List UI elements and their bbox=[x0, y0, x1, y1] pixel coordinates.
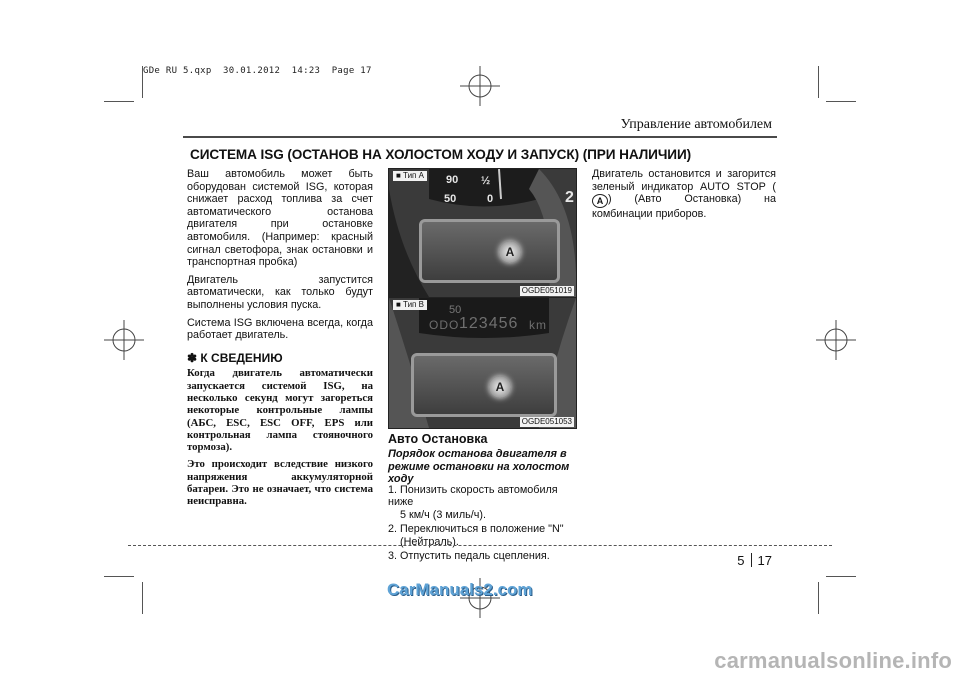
figure-label-b: ■ Тип В bbox=[393, 300, 427, 310]
figure-type-a bbox=[388, 168, 577, 298]
registration-mark-right bbox=[816, 320, 856, 360]
figure-code-b: OGDE051053 bbox=[521, 417, 572, 426]
auto-stop-icon: A bbox=[499, 241, 521, 263]
site-watermark: CarManuals2.com bbox=[387, 580, 533, 599]
crop-mark bbox=[104, 101, 134, 102]
crop-mark bbox=[142, 582, 143, 614]
crop-mark bbox=[818, 66, 819, 98]
auto-stop-heading: Авто Остановка bbox=[388, 432, 488, 446]
odo-unit: km bbox=[529, 318, 547, 332]
engine-stop-column bbox=[592, 168, 776, 226]
chapter-number: 5 bbox=[737, 553, 745, 568]
registration-mark-left bbox=[104, 320, 144, 360]
crop-mark bbox=[826, 101, 856, 102]
figure-code-a: OGDE051019 bbox=[521, 286, 572, 295]
note-paragraph-2: Это происходит вследствие низкого напряжения аккумуляторной батареи. Это не означает, что система неисправна. bbox=[187, 458, 373, 508]
page-index: 17 bbox=[757, 553, 772, 568]
auto-stop-indicator-icon: A bbox=[592, 194, 608, 208]
odo-label: ODO bbox=[429, 318, 460, 332]
footer-rule bbox=[128, 545, 832, 546]
always-on-paragraph: Система ISG включена всегда, когда работает двигатель. bbox=[187, 316, 373, 342]
engine-stop-paragraph: Двигатель остановится и загорится зеленый индикатор AUTO STOP (A ) (Авто Остановка) на комбинации приборов. bbox=[592, 168, 776, 221]
auto-stop-icon: A bbox=[489, 376, 511, 398]
gauge-label-half: ½ bbox=[481, 175, 491, 187]
gauge-label-0: 0 bbox=[487, 193, 494, 205]
intro-paragraph: Ваш автомобиль может быть оборудован системой ISG, которая снижает расход топлива за счет автоматического останова двигателя при остановке автомобиля. (Например: красный сигнал светофора, знак остановки и транспортная пробка) bbox=[187, 168, 373, 269]
gauge-label-2: 2 bbox=[565, 189, 574, 206]
figure-label-a: ■ Тип А bbox=[393, 171, 427, 181]
auto-stop-steps bbox=[388, 484, 578, 564]
auto-stop-subheading: Порядок останова двигателя в режиме остановки на холостом ходу bbox=[388, 448, 570, 485]
crop-mark bbox=[818, 582, 819, 614]
gauge-label-50-b: 50 bbox=[449, 304, 462, 316]
registration-mark-top bbox=[460, 66, 500, 106]
page-number bbox=[737, 553, 772, 568]
list-item: 3. Отпустить педаль сцепления. bbox=[388, 550, 550, 563]
header-rule bbox=[183, 136, 777, 138]
print-slug: GDe RU 5.qxp 30.01.2012 14:23 Page 17 bbox=[143, 66, 372, 76]
gauge-label-50: 50 bbox=[444, 193, 457, 205]
list-item: 1. Понизить скорость автомобиля ниже 5 км/ч (3 миль/ч). bbox=[388, 484, 558, 521]
section-title: СИСТЕМА ISG (ОСТАНОВ НА ХОЛОСТОМ ХОДУ И ЗАПУСК) (ПРИ НАЛИЧИИ) bbox=[190, 147, 692, 162]
intro-column bbox=[187, 168, 373, 513]
restart-paragraph: Двигатель запустится автоматически, как только будут выполнены условия пуска. bbox=[187, 273, 373, 311]
note-paragraph: Когда двигатель автоматически запускается системой ISG, на несколько секунд могут загореться некоторые контрольные лампы (АБС, ESC, ESC OFF, EPS или контрольная лампа стояночного тормоза). bbox=[187, 367, 373, 454]
figure-type-b bbox=[388, 297, 577, 429]
odo-value: 123456 bbox=[459, 315, 519, 332]
crop-mark bbox=[104, 576, 134, 577]
note-heading: ✽ К СВЕДЕНИЮ bbox=[187, 350, 283, 365]
crop-mark bbox=[826, 576, 856, 577]
footer-watermark: carmanualsonline.info bbox=[714, 648, 952, 673]
gauge-label-90: 90 bbox=[446, 174, 459, 186]
lcd-screen-b bbox=[411, 353, 557, 417]
running-title: Управление автомобилем bbox=[620, 117, 772, 132]
lcd-screen-a bbox=[419, 219, 560, 283]
list-item: 2. Переключиться в положение "N" (Нейтраль). bbox=[388, 523, 564, 548]
